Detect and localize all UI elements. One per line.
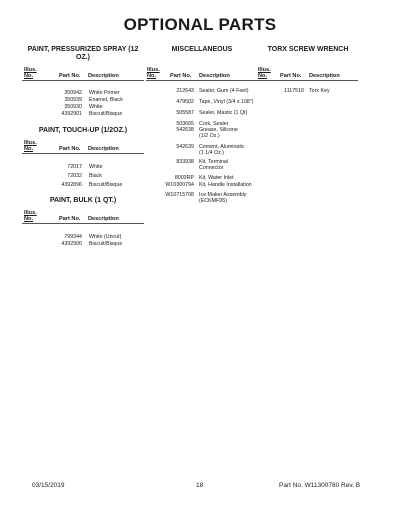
- section-title-touchup: PAINT, TOUCH-UP (1/2OZ.): [38, 127, 128, 134]
- table-bulk: 799344 White (Uncut) 4392900 Biscuit/Bisque: [61, 234, 123, 247]
- table-misc: 212643 Sealer, Gum (4 Feet) 479502 Tape, Vinyl (3/4 x 108") 505587 Sealer, Mastic (1 Qt) 503665 Cork, Sealer 542638 Grease, Silicone (1/2 Oz.) 542639 Cement, Aluminatic (1 1/4 Oz.) 833938 Kit, Terminal Connector 8003RP Kit, Water Inlet W10300794 Kit, Handle Installation W10715708 Ice Maker Assembly (ECKMF95): [165, 88, 254, 204]
- misc-column: [146, 46, 258, 221]
- footer-part-number: Part No. W11300780 Rev. B: [279, 482, 361, 489]
- table-touchup: 72017 White 72032 Black 4392896 Biscuit/Bisque: [61, 164, 123, 188]
- page-title: OPTIONAL PARTS: [123, 15, 277, 34]
- paint-column: [22, 46, 144, 254]
- header-part-no: Part No.: [59, 73, 81, 79]
- table-header-touchup: Illus. No. Part No. Description: [22, 137, 144, 154]
- table-header-bulk: Illus. No. Part No. Description: [22, 207, 144, 224]
- table-torx: 1117510 Torx Key: [284, 88, 330, 94]
- table-spray: 350942 White Primer 350939 Enamel, Black 350930 White 4392901 Biscuit/Bisque: [61, 90, 123, 117]
- footer-date: 03/15/2019: [32, 482, 65, 489]
- footer-page-number: 18: [196, 482, 204, 489]
- section-title-spray: PAINT, PRESSURIZED SPRAY (12 OZ.): [27, 46, 139, 61]
- table-header-torx: Illus. No. Part No. Description: [258, 64, 358, 81]
- section-title-torx: TORX SCREW WRENCH: [267, 46, 349, 53]
- section-title-misc: MISCELLANEOUS: [171, 46, 233, 53]
- torx-column: [258, 46, 358, 101]
- table-header-spray: [22, 64, 144, 81]
- section-title-bulk: PAINT, BULK (1 QT.): [49, 197, 117, 204]
- header-description: Description: [88, 73, 119, 79]
- header-illus: Illus. No.: [24, 67, 37, 79]
- table-header-misc: Illus. No. Part No. Description: [146, 64, 258, 81]
